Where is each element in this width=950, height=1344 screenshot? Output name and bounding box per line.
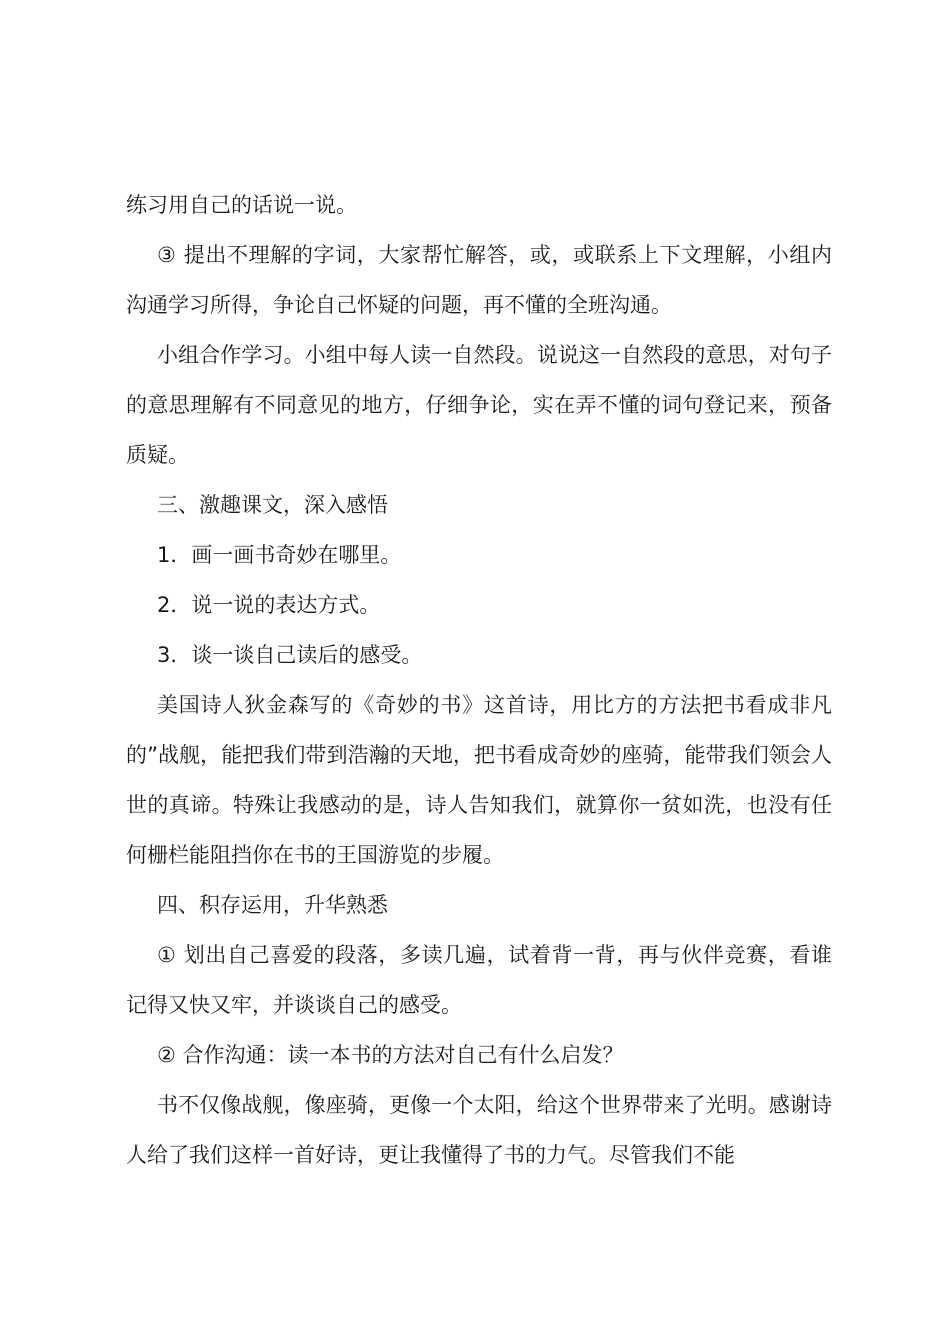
section-heading-4: 四、积存运用，升华熟悉 xyxy=(157,893,388,917)
paragraph-poem-summary: 美国诗人狄金森写的《奇妙的书》这首诗，用比方的方法把书看成非凡的”战舰，能把我们带到浩瀚的天地，把书看成奇妙的座骑，能带我们领会人世的真谛。特殊让我感动的是，诗人告知我们，就算你一贫如洗，也没有任何栅栏能阻挡你在书的王国游览的步履。 xyxy=(126,693,832,867)
list-item-3: 3．谈一谈自己读后的感受。 xyxy=(157,643,423,667)
list-item-1: 1．画一画书奇妙在哪里。 xyxy=(157,543,402,567)
paragraph-activity-2: ② 合作沟通：读一本书的方法对自己有什么启发？ xyxy=(157,1043,624,1067)
list-item-2: 2．说一说的表达方式。 xyxy=(157,593,381,617)
paragraph-3: 小组合作学习。小组中每人读一自然段。说说这一自然段的意思，对句子的意思理解有不同意见的地方，仔细争论，实在弄不懂的词句登记来，预备质疑。 xyxy=(126,343,832,467)
paragraph-2: ③ 提出不理解的字词，大家帮忙解答，或，或联系上下文理解，小组内沟通学习所得，争论自己怀疑的问题，再不懂的全班沟通。 xyxy=(126,243,832,317)
document-body xyxy=(126,180,832,1180)
paragraph-activity-1: ① 划出自己喜爱的段落，多读几遍，试着背一背，再与伙伴竞赛，看谁记得又快又牢，并谈谈自己的感受。 xyxy=(126,943,832,1017)
section-heading-3: 三、激趣课文，深入感悟 xyxy=(157,493,388,517)
paragraph-conclusion: 书不仅像战舰，像座骑，更像一个太阳，给这个世界带来了光明。感谢诗人给了我们这样一首好诗，更让我懂得了书的力气。尽管我们不能 xyxy=(126,1093,832,1167)
paragraph-1: 练习用自己的话说一说。 xyxy=(126,193,357,217)
